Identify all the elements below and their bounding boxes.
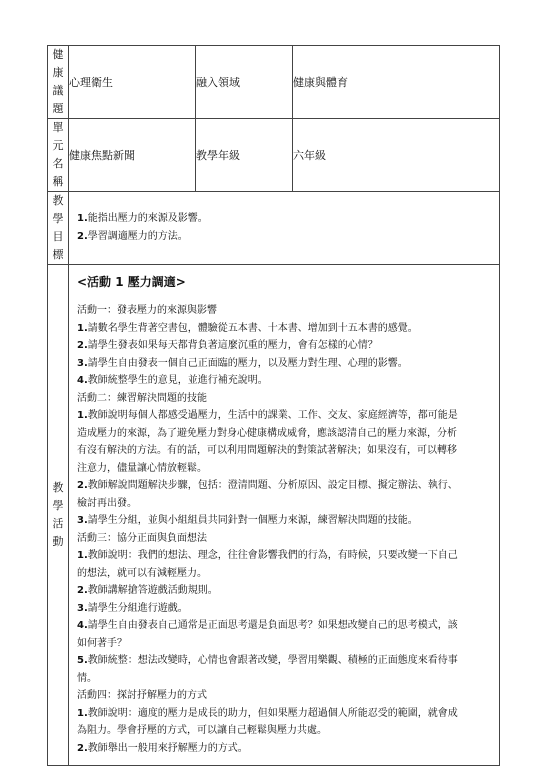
- teaching-activities-content: [69, 265, 500, 766]
- activity-line: 為阻力。學會抒壓的方式，可以讓自己輕鬆與壓力共處。: [77, 725, 327, 736]
- activity-line: 4.請學生自由發表自己通常是正面思考還是負面思考？如果想改變自己的思考模式，該: [77, 620, 458, 631]
- activity-line: 2.請學生發表如果每天都背負著這麼沉重的壓力，會有怎樣的心情？: [77, 340, 378, 351]
- header-teaching-goals: 教 學 目 標: [48, 192, 69, 265]
- activity-line: 有沒有解決的方法。有的話，可以利用問題解決的對策試著解決；如果沒有，可以轉移: [77, 445, 457, 456]
- grade-label: 教學年級: [196, 119, 293, 192]
- activity-line: 活動三：協分正面與負面想法: [77, 532, 207, 544]
- activity-line: 3.請學生自由發表一個自己正面臨的壓力，以及壓力對生理、心理的影響。: [77, 357, 408, 369]
- lesson-plan-table: [47, 45, 500, 766]
- activity-line: 的想法，就可以有減輕壓力。: [77, 567, 207, 579]
- goal-item: 2.學習調適壓力的方法。: [77, 231, 188, 242]
- domain-value: 健康與體育: [293, 46, 500, 119]
- activity-line: 1.教師說明：我們的想法、理念，往往會影響我們的行為，有時候，只要改變一下自己: [77, 550, 458, 561]
- activity-line: 2.教師解說問題解決步驟，包括：澄清問題、分析原因、設定目標、擬定辦法、執行、: [77, 480, 458, 491]
- header-teaching-activities: 教 學 活 動: [48, 265, 69, 766]
- row-unit-name: [48, 119, 500, 192]
- activity-line: 1.教師說明每個人都感受過壓力，生活中的課業、工作、交友、家庭經濟等，都可能是: [77, 410, 458, 421]
- row-health-topic: [48, 46, 500, 119]
- activity-line: 活動一：發表壓力的來源與影響: [77, 305, 217, 316]
- activity-line: 1.教師說明：適度的壓力是成長的助力，但如果壓力超過個人所能忍受的範圍，就會成: [77, 707, 458, 719]
- activity-line: 2.教師講解搶答遊戲活動規則。: [77, 585, 218, 596]
- activity-line: 2.教師舉出一般用來抒解壓力的方式。: [77, 742, 248, 754]
- activity-line: 注意力，儘量讓心情放輕鬆。: [77, 462, 207, 474]
- activity-line: 3.請學生分組，並與小組組員共同針對一個壓力來源，練習解決問題的技能。: [77, 515, 418, 526]
- activity-line: 5.教師統整：想法改變時，心情也會跟著改變，學習用樂觀、積極的正面態度來看待事: [77, 655, 458, 666]
- activity-line: 情。: [77, 672, 97, 684]
- health-topic-value: 心理衛生: [69, 46, 196, 119]
- unit-name-value: 健康焦點新聞: [69, 119, 196, 192]
- activity-lines: [77, 302, 493, 757]
- activity-line: 活動二：練習解決問題的技能: [77, 392, 207, 404]
- activity-line: 如何著手？: [77, 637, 127, 649]
- activity-line: 活動四：探討抒解壓力的方式: [77, 690, 207, 701]
- activity-line: 檢討再出發。: [77, 497, 137, 509]
- activity-line: 4.教師統整學生的意見，並進行補充說明。: [77, 375, 268, 386]
- row-teaching-activities: [48, 265, 500, 766]
- activity-line: 3.請學生分組進行遊戲。: [77, 602, 188, 614]
- activity-line: 造成壓力的來源，為了避免壓力對身心健康構成威脅，應該認清自己的壓力來源，分析: [77, 427, 457, 439]
- header-unit-name: 單 元 名 稱: [48, 119, 69, 192]
- teaching-goals-content: [69, 192, 500, 265]
- grade-value: 六年級: [293, 119, 500, 192]
- activity-line: 1.請數名學生背著空書包，體驗從五本書、十本書、增加到十五本書的感覺。: [77, 322, 418, 334]
- row-teaching-goals: [48, 192, 500, 265]
- header-health-topic: 健 康 議 題: [48, 46, 69, 119]
- goal-item: 1.能指出壓力的來源及影響。: [77, 213, 208, 224]
- domain-label: 融入領域: [196, 46, 293, 119]
- activity-title: <活動 1 壓力調適>: [77, 275, 186, 289]
